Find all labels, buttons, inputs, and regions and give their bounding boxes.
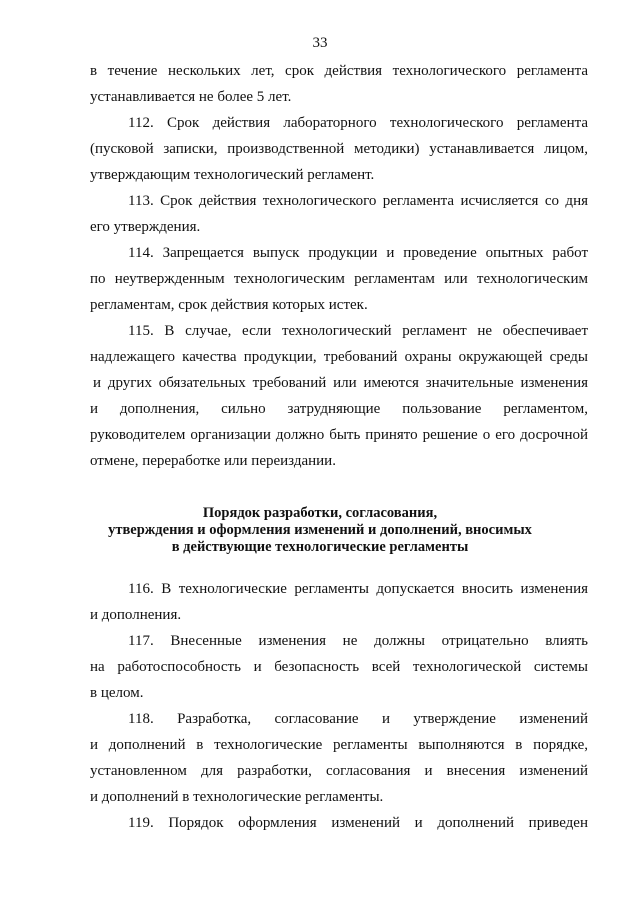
text-line: в целом. — [90, 685, 144, 701]
text-line: его утверждения. — [90, 219, 201, 235]
text-line: 116. В технологические регламенты допускается вносить изменения — [128, 581, 588, 597]
text-line: и дополнения. — [90, 607, 182, 623]
text-line: и дополнений в технологические регламенты выполняются в порядке, — [90, 737, 588, 753]
text-line: отмене, переработке или переиздании. — [90, 453, 336, 469]
text-line: 119. Порядок оформления изменений и дополнений приведен — [128, 815, 588, 831]
text-line: по неутвержденным технологическим регламентам или технологическим — [90, 271, 588, 287]
text-line: установленном для разработки, согласования и внесения изменений — [90, 763, 588, 779]
text-line: руководителем организации должно быть принято решение о его досрочной — [90, 427, 588, 443]
section-heading-line: утверждения и оформления изменений и дополнений, вносимых — [108, 522, 532, 538]
text-line: устанавливается не более 5 лет. — [90, 89, 292, 105]
text-line: 114. Запрещается выпуск продукции и проведение опытных работ — [128, 245, 588, 261]
text-line: и дополнений в технологические регламенты. — [90, 789, 384, 805]
text-line: регламентам, срок действия которых истек. — [90, 297, 368, 313]
text-line: (пусковой записки, производственной методики) устанавливается лицом, — [90, 141, 588, 157]
section-heading-line: Порядок разработки, согласования, — [202, 505, 438, 521]
text-line: в течение нескольких лет, срок действия технологического регламента — [90, 63, 588, 79]
page-number: 33 — [312, 35, 328, 51]
text-line: и дополнения, сильно затрудняющие пользование регламентом, — [90, 401, 588, 417]
text-line: надлежащего качества продукции, требований охраны окружающей среды — [90, 349, 588, 365]
text-line: 112. Срок действия лабораторного технологического регламента — [128, 115, 588, 131]
text-line: 118. Разработка, согласование и утверждение изменений — [128, 711, 588, 727]
section-heading-line: в действующие технологические регламенты — [171, 539, 469, 555]
text-line: утверждающим технологический регламент. — [90, 167, 375, 183]
text-line: и других обязательных требований или имеются значительные изменения — [93, 375, 588, 391]
text-line: 117. Внесенные изменения не должны отрицательно влиять — [128, 633, 588, 649]
text-line: 113. Срок действия технологического регламента исчисляется со дня — [128, 193, 588, 209]
text-line: на работоспособность и безопасность всей технологической системы — [90, 659, 588, 675]
text-line: 115. В случае, если технологический регламент не обеспечивает — [128, 323, 588, 339]
